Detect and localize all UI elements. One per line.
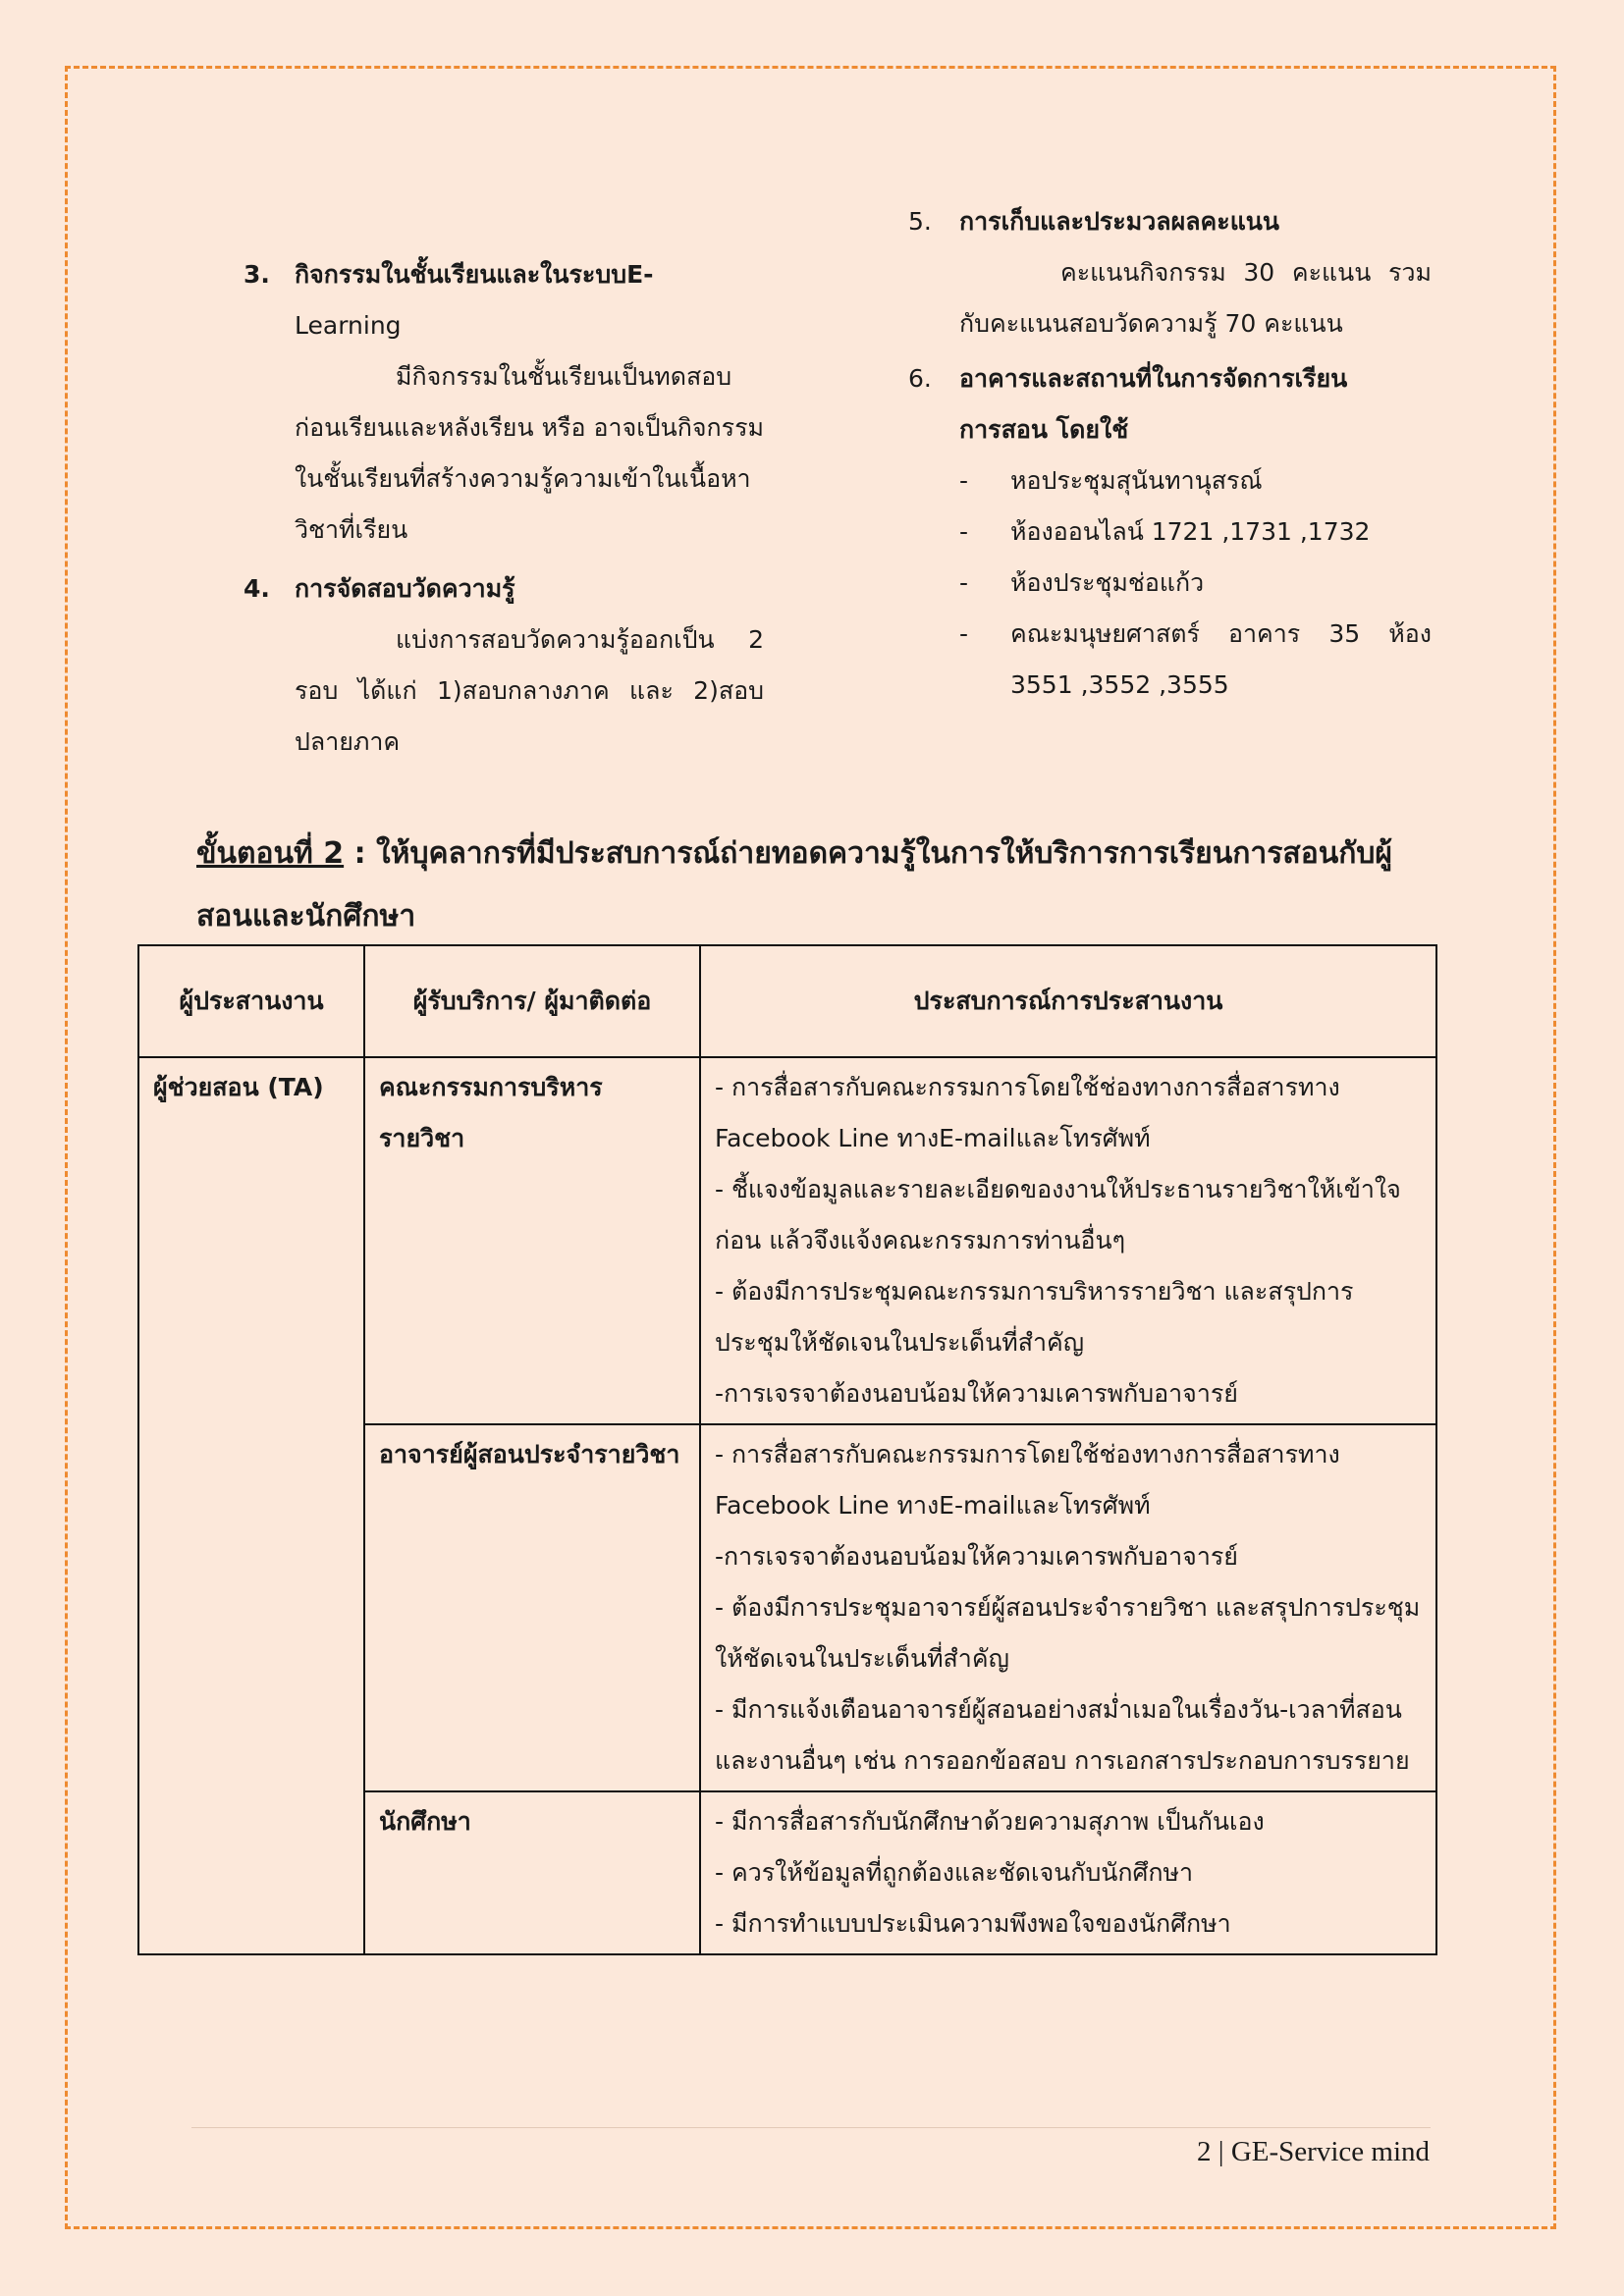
item-6-number: 6. xyxy=(908,364,932,393)
item-3-body: มีกิจกรรมในชั้นเรียนเป็นทดสอบก่อนเรียนและหลังเรียน หรือ อาจเป็นกิจกรรมในชั้นเรียนที่สร้างความรู้ความเข้าในเนื้อหาวิชาที่เรียน xyxy=(295,362,764,544)
dash-bullet: - xyxy=(959,466,969,495)
experience-line: -การเจรจาต้องนอบน้อมให้ความเคารพกับอาจารย์ xyxy=(715,1379,1238,1408)
venue-item xyxy=(959,609,1432,711)
item-3-number: 3. xyxy=(244,260,270,289)
experience-line: - มีการแจ้งเตือนอาจารย์ผู้สอนอย่างสม่ำเมอในเรื่องวัน-เวลาที่สอน และงานอื่นๆ เช่น การออกข้อสอบ การเอกสารประกอบการบรรยาย xyxy=(715,1695,1410,1775)
experience-line: - มีการทำแบบประเมินความพึงพอใจของนักศึกษา xyxy=(715,1909,1231,1938)
table-row xyxy=(138,1057,1436,1424)
recipient-cell: อาจารย์ผู้สอนประจำรายวิชา xyxy=(364,1424,700,1791)
item-6-title-cont: การสอน โดยใช้ xyxy=(959,415,1129,444)
footer-separator: | xyxy=(1211,2136,1231,2167)
page-footer xyxy=(1197,2130,1430,2173)
venue-item xyxy=(959,558,1432,609)
experience-line: - มีการสื่อสารกับนักศึกษาด้วยความสุภาพ เป็นกันเอง xyxy=(715,1807,1265,1836)
venue-text: หอประชุมสุนันทานุสรณ์ xyxy=(1010,466,1263,495)
step-2-separator: : xyxy=(344,836,377,871)
experience-line: -การเจรจาต้องนอบน้อมให้ความเคารพกับอาจารย์ xyxy=(715,1542,1238,1571)
experience-cell xyxy=(700,1424,1436,1791)
item-5-body: คะแนนกิจกรรม 30 คะแนน รวมกับคะแนนสอบวัดความรู้ 70 คะแนน xyxy=(959,258,1432,338)
experience-cell xyxy=(700,1791,1436,1954)
document-title: GE-Service mind xyxy=(1230,2136,1430,2167)
recipient-cell: คณะกรรมการบริหารรายวิชา xyxy=(364,1057,700,1424)
table-header-row xyxy=(138,945,1436,1057)
item-5-number: 5. xyxy=(908,207,932,236)
item-4-body: แบ่งการสอบวัดความรู้ออกเป็น 2 รอบ ได้แก่ 1)สอบกลางภาค และ 2)สอบปลายภาค xyxy=(295,625,764,756)
dash-bullet: - xyxy=(959,517,969,546)
venue-text: ห้องประชุมช่อแก้ว xyxy=(1010,568,1205,597)
header-coordinator: ผู้ประสานงาน xyxy=(138,945,364,1057)
venue-item xyxy=(959,455,1432,507)
step-2-label: ขั้นตอนที่ 2 xyxy=(196,836,345,871)
header-experience: ประสบการณ์การประสานงาน xyxy=(700,945,1436,1057)
venue-list xyxy=(959,455,1432,711)
experience-line: - ต้องมีการประชุมอาจารย์ผู้สอนประจำรายวิชา และสรุปการประชุมให้ชัดเจนในประเด็นที่สำคัญ xyxy=(715,1593,1421,1673)
experience-cell xyxy=(700,1057,1436,1424)
dash-bullet: - xyxy=(959,619,969,648)
coordinator-cell: ผู้ช่วยสอน (TA) xyxy=(138,1057,364,1954)
recipient-cell: นักศึกษา xyxy=(364,1791,700,1954)
item-3-title-cont: Learning xyxy=(295,311,402,340)
item-3-title: กิจกรรมในชั้นเรียนและในระบบE- xyxy=(295,260,654,289)
venue-text: ห้องออนไลน์ 1721 ,1731 ,1732 xyxy=(1010,517,1371,546)
experience-line: - ชี้แจงข้อมูลและรายละเอียดของงานให้ประธานรายวิชาให้เข้าใจก่อน แล้วจึงแจ้งคณะกรรมการท่านอื่นๆ xyxy=(715,1175,1401,1255)
step-2-text: ให้บุคลากรที่มีประสบการณ์ถ่ายทอดความรู้ในการให้บริการการเรียนการสอนกับผู้สอนและนักศึกษา xyxy=(196,836,1393,934)
dash-bullet: - xyxy=(959,568,969,597)
header-recipient: ผู้รับบริการ/ ผู้มาติดต่อ xyxy=(364,945,700,1057)
step-2-heading xyxy=(196,823,1434,948)
item-4-title: การจัดสอบวัดความรู้ xyxy=(295,574,515,603)
experience-line: - ควรให้ข้อมูลที่ถูกต้องและชัดเจนกับนักศึกษา xyxy=(715,1858,1194,1887)
item-4-number: 4. xyxy=(244,574,270,603)
footer-rule xyxy=(191,2127,1431,2128)
experience-line: - การสื่อสารกับคณะกรรมการโดยใช้ช่องทางการสื่อสารทาง Facebook Line ทางE-mailและโทรศัพท์ xyxy=(715,1073,1340,1152)
page-number: 2 xyxy=(1197,2136,1212,2167)
item-5-title: การเก็บและประมวลผลคะแนน xyxy=(959,207,1279,236)
venue-text: คณะมนุษยศาสตร์ อาคาร 35 ห้อง 3551 ,3552 ,3555 xyxy=(1010,619,1432,699)
experience-line: - การสื่อสารกับคณะกรรมการโดยใช้ช่องทางการสื่อสารทาง Facebook Line ทางE-mailและโทรศัพท์ xyxy=(715,1440,1340,1520)
item-6-title: อาคารและสถานที่ในการจัดการเรียน xyxy=(959,364,1348,393)
venue-item xyxy=(959,507,1432,558)
experience-line: - ต้องมีการประชุมคณะกรรมการบริหารรายวิชา และสรุปการประชุมให้ชัดเจนในประเด็นที่สำคัญ xyxy=(715,1277,1354,1357)
coordination-table xyxy=(137,944,1437,1955)
